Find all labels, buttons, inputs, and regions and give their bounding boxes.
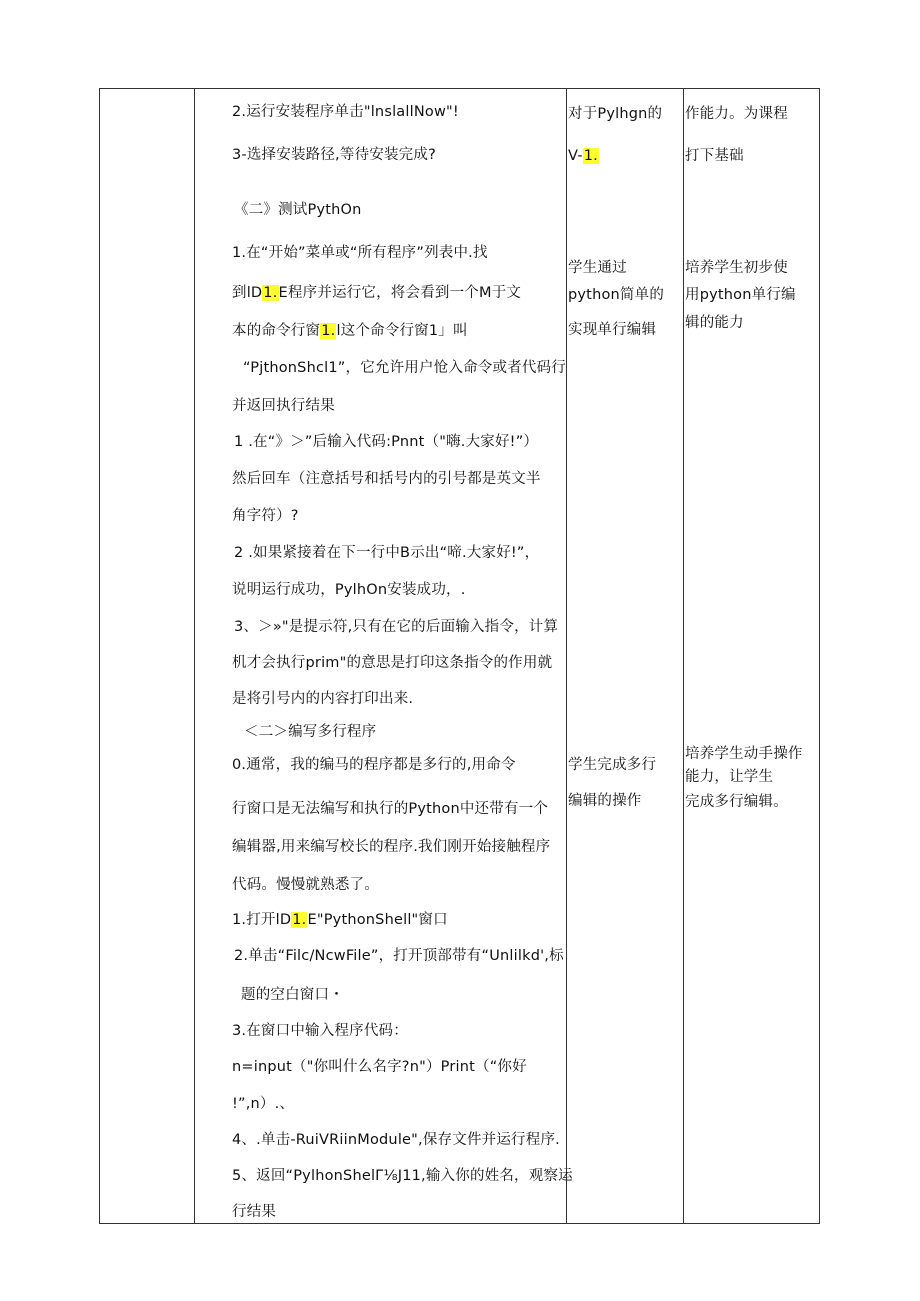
intent-line-7: 能力，让学生 <box>685 769 774 785</box>
intent-line-5: 辑的能力 <box>685 315 744 331</box>
content-line-21: 代码。慢慢就熟悉了。 <box>232 877 379 893</box>
content-line-5: 到lD1.E程序并运行它，将会看到一个M于文 <box>232 285 522 301</box>
content-line-25: 3.在窗口中输入程序代码： <box>232 1023 408 1039</box>
activity-line-4: python简单的 <box>568 287 665 303</box>
content-line-16: 是将引号内的内容打印出来. <box>232 691 414 707</box>
content-line-28: 4、.单击-RuiVRiinModule",保存文件并运行程序. <box>232 1132 560 1148</box>
intent-line-2: 打下基础 <box>685 148 744 164</box>
content-line-8: 并返回执行结果 <box>232 398 335 414</box>
intent-line-4: 用python单行编 <box>685 287 796 303</box>
content-line-24: 题的空白窗口・ <box>241 987 344 1003</box>
content-line-29: 5、返回“PylhonShelΓ⅛J11,输入你的姓名，观察运 <box>232 1168 573 1184</box>
content-line-1: 2.运行安装程序单击"lnslallNow"! <box>232 104 459 120</box>
content-line-7: “PjthonShcl1”，它允许用户怆入命令或者代码行 <box>243 360 567 376</box>
content-line-30: 行结果 <box>232 1204 277 1220</box>
activity-line-6: 学生完成多行 <box>568 757 657 773</box>
content-line-19: 行窗口是无法编写和执行的Python中还带有一个 <box>232 801 549 817</box>
content-line-12: 2 .如果紧接着在下一行中B示出“啼.大家好!”， <box>234 545 540 561</box>
column-divider-3 <box>683 88 684 1224</box>
content-line-2: 3-选择安装路径,等待安装完成? <box>232 147 436 163</box>
content-line-6: 本的命令行窗1.l这个命令行窗1」叫 <box>232 323 468 339</box>
content-line-9: 1 .在“》＞”后输入代码:Pnnt（"嗨.大家好!”） <box>234 434 539 450</box>
content-line-10: 然后回车（注意括号和括号内的引号都是英文半 <box>232 471 541 487</box>
column-divider-1 <box>194 88 195 1224</box>
content-line-14: 3、＞»"是提示符,只有在它的后面输入指令，计算 <box>234 619 559 635</box>
content-line-26: n=input（"你叫什么名字?n"）Print（“你好 <box>232 1059 527 1075</box>
section-heading-test-python: 《二》测试PythOn <box>234 202 362 218</box>
intent-line-6: 培养学生动手操作 <box>685 746 803 762</box>
content-line-27: !”,n）.、 <box>232 1096 295 1112</box>
content-line-23: 2.单击“Filc/NcwFile”，打开顶部带有“Unlilkd',标 <box>234 948 564 964</box>
content-line-22: 1.打开lD1.E"PythonShell"窗口 <box>232 912 448 928</box>
column-divider-2 <box>566 88 567 1224</box>
activity-line-7: 编辑的操作 <box>568 793 642 809</box>
intent-line-3: 培养学生初步使 <box>685 260 788 276</box>
activity-line-3: 学生通过 <box>568 260 627 276</box>
activity-line-5: 实现单行编辑 <box>568 322 657 338</box>
content-line-13: 说明运行成功，PylhOn安装成功，. <box>232 582 466 598</box>
content-line-15: 机才会执行prim"的意思是打印这条指令的作用就 <box>232 655 553 671</box>
content-line-11: 角字符）? <box>232 508 299 524</box>
section-heading-multiline: ＜二＞编写多行程序 <box>244 724 377 740</box>
intent-line-1: 作能力。为课程 <box>685 106 788 122</box>
activity-line-2: V-1. <box>568 148 598 164</box>
content-line-18: 0.通常，我的编马的程序都是多行的,用命令 <box>232 757 516 773</box>
content-line-4: 1.在“开始”菜单或“所有程序”列表中.找 <box>232 245 488 261</box>
intent-line-8: 完成多行编辑。 <box>685 794 788 810</box>
content-line-20: 编辑器,用来编写校长的程序.我们刚开始接触程序 <box>232 839 551 855</box>
activity-line-1: 对于Pylhgn的 <box>568 106 663 122</box>
